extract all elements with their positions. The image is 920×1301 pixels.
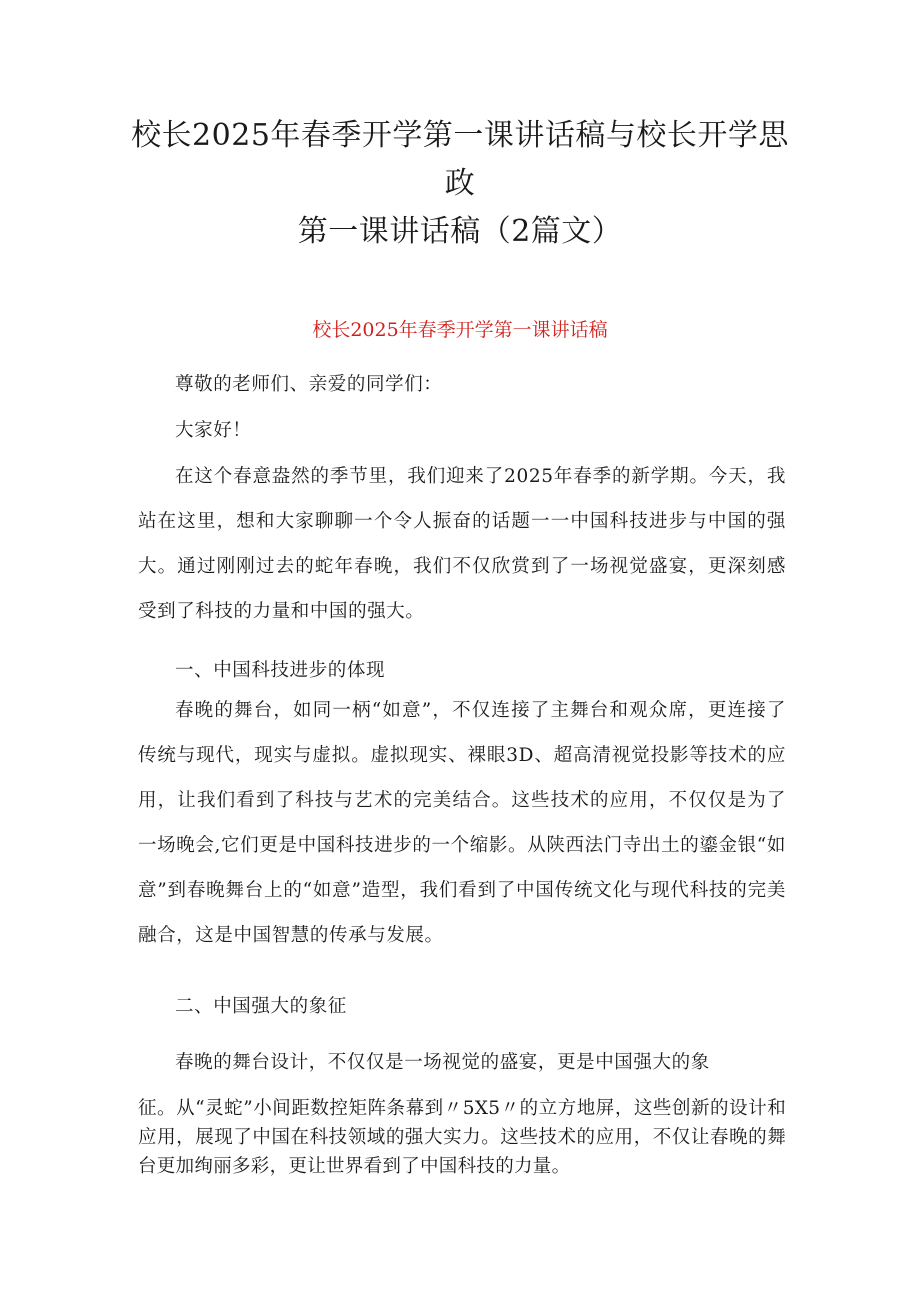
- intro-paragraph: 在这个春意盎然的季节里，我们迎来了2025年春季的新学期。今天，我站在这里，想和大家聊聊一个令人振奋的话题一一中国科技进步与中国的强大。通过刚刚过去的蛇年春晚，我们不仅欣赏到了一场视觉盛宴，更深刻感受到了科技的力量和中国的强大。: [138, 466, 786, 622]
- section-title: 校长2025年春季开学第一课讲话稿: [312, 319, 608, 341]
- greeting-paragraph: 尊敬的老师们、亲爱的同学们：: [175, 374, 443, 395]
- heading-technology-progress: 一、中国科技进步的体现: [175, 660, 386, 681]
- body-paragraph-technology: 春晚的舞台，如同一柄“如意”，不仅连接了主舞台和观众席，更连接了传统与现代，现实与虚拟。虚拟现实、裸眼3D、超高清视觉投影等技术的应用，让我们看到了科技与艺术的完美结合。这些技术的应用，不仅仅是为了一场晚会,它们更是中国科技进步的一个缩影。从陕西法门寺出土的鎏金银“如意”到春晚舞台上的“如意”造型，我们看到了中国传统文化与现代科技的完美融合，这是中国智慧的传承与发展。: [138, 700, 786, 946]
- document-title-line2: 第一课讲话稿（2篇文）: [297, 214, 623, 249]
- hello-paragraph: 大家好！: [175, 420, 252, 441]
- body-paragraph-strength-line1: 春晚的舞台设计，不仅仅是一场视觉的盛宴，更是中国强大的象: [175, 1052, 710, 1073]
- heading-china-strength: 二、中国强大的象征: [175, 996, 347, 1017]
- document-title: [120, 112, 800, 256]
- body-paragraph-strength-rest: 征。从“灵蛇”小间距数控矩阵条幕到〃5X5〃的立方地屏，这些创新的设计和应用，展现了中国在科技领域的强大实力。这些技术的应用，不仅让春晚的舞台更加绚丽多彩，更让世界看到了中国科技的力量。: [138, 1098, 786, 1177]
- document-title-line1: 校长2025年春季开学第一课讲话稿与校长开学思政: [131, 118, 789, 201]
